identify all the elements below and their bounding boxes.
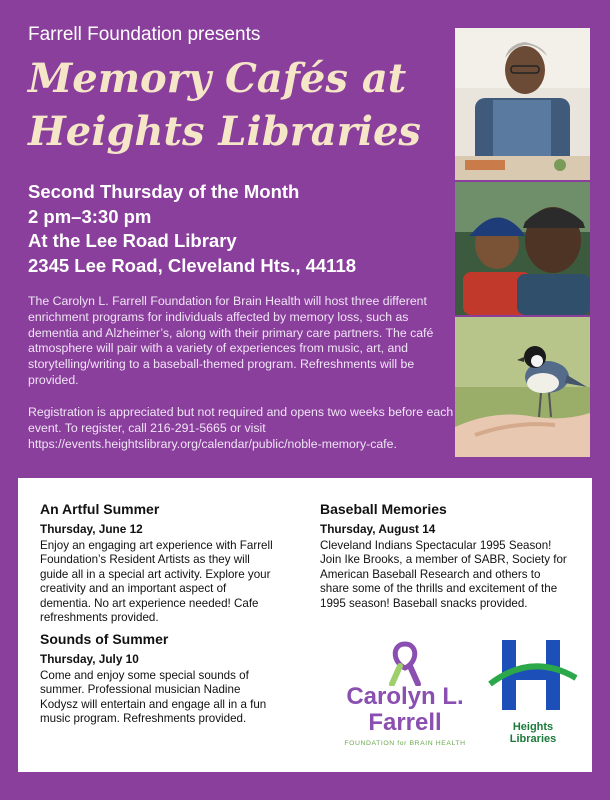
- event-description: Come and enjoy some special sounds of summer. Professional musician Nadine Kodysz will entertain and engage all in a fun music program. Refreshments provided.: [40, 669, 267, 726]
- event-description: Cleveland Indians Spectacular 1995 Season! Join Ike Brooks, a member of SABR, Society for American Baseball Research and others to share some of the thrills and excitement of the 1995 season! Baseball snacks provided.: [320, 539, 567, 610]
- farrell-logo-tagline: FOUNDATION for BRAIN HEALTH: [344, 740, 466, 747]
- event-artful-summer: [40, 500, 280, 625]
- photo-father-and-son: [455, 182, 590, 315]
- schedule-address: 2345 Lee Road, Cleveland Hts., 44118: [28, 254, 357, 276]
- heights-logo-line-1: Heights: [512, 721, 554, 733]
- description-paragraph: The Carolyn L. Farrell Foundation for Brain Health will host three different enrichment programs for individuals affected by memory loss, such as dementia and Alzheimer’s, along with their primary care partners. The café atmosphere will pair with a variety of experiences from music, art, and storytelling/writing to a baseball-themed program. Refreshments will be provided.: [28, 294, 434, 387]
- schedule-block: [28, 180, 458, 278]
- event-date: Thursday, June 12: [40, 522, 143, 536]
- farrell-logo-line-2: Farrell: [368, 709, 442, 736]
- event-description: Enjoy an engaging art experience with Farrell Foundation’s Resident Artists as they will guide all in a special art activity. Explore your creativity and an important aspect of dementia. No art experience needed! Cafe refreshments provided.: [40, 539, 273, 625]
- photo-bird-on-hand: [455, 317, 590, 457]
- registration-paragraph: Registration is appreciated but not required and opens two weeks before each event. To register, call 216-291-5665 or visit https://events.heightslibrary.org/calendar/public/noble-memory-cafe.: [28, 405, 454, 451]
- photo-artist-painting: [455, 28, 590, 180]
- schedule-frequency: Second Thursday of the Month: [28, 181, 300, 202]
- schedule-time: 2 pm–3:30 pm: [28, 205, 152, 227]
- event-title: An Artful Summer: [40, 501, 160, 517]
- heights-logo-line-2: Libraries: [509, 733, 557, 745]
- schedule-location: At the Lee Road Library: [28, 230, 237, 251]
- event-title: Baseball Memories: [320, 501, 447, 517]
- heights-h-icon: [488, 638, 578, 716]
- heights-libraries-logo: [488, 638, 578, 748]
- event-sounds-of-summer: [40, 630, 280, 727]
- event-date: Thursday, August 14: [320, 522, 436, 536]
- farrell-foundation-logo: [330, 638, 480, 748]
- event-date: Thursday, July 10: [40, 652, 139, 666]
- ribbon-icon: [386, 640, 424, 686]
- title-line-1: Memory Cafés at: [28, 55, 407, 102]
- presenter-line: Farrell Foundation presents: [28, 24, 261, 45]
- events-panel: [18, 478, 592, 772]
- farrell-logo-line-1: Carolyn L.: [346, 683, 464, 710]
- flyer-title: [28, 52, 458, 158]
- title-line-2: Heights Libraries: [28, 108, 421, 155]
- event-baseball-memories: [320, 500, 570, 611]
- event-title: Sounds of Summer: [40, 631, 169, 647]
